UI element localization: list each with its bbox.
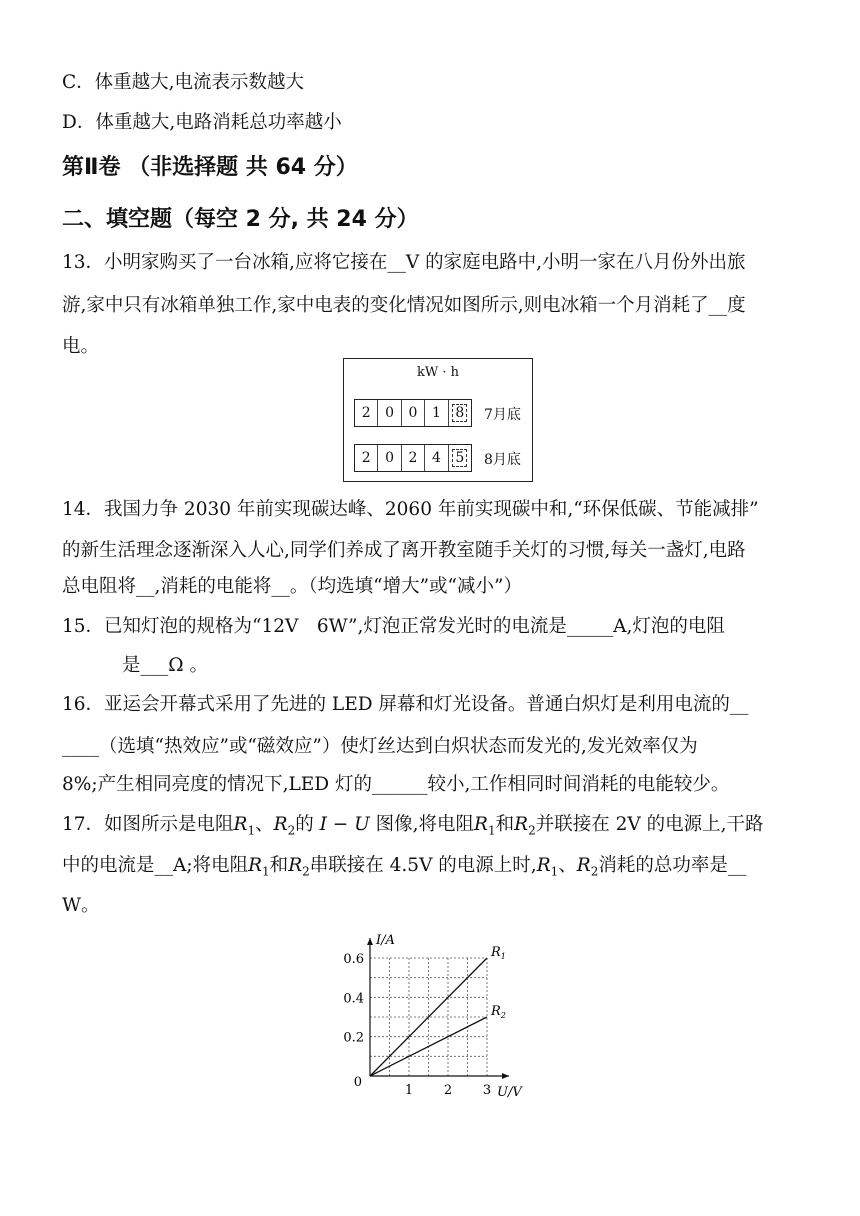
var-r: R <box>233 814 248 835</box>
var-r: R <box>576 855 591 876</box>
iu-graph <box>330 920 540 1105</box>
q17-text: 消耗的总功率是__ <box>598 855 747 876</box>
q17-text: 和 <box>269 855 289 876</box>
series-label-r2: $R_2$ <box>491 1004 506 1020</box>
var-r: R <box>474 814 488 835</box>
meter-digit: 2 <box>355 445 378 471</box>
sub-2: 2 <box>287 823 296 838</box>
q17-line1 <box>62 812 764 844</box>
q16-line1: 16．亚运会开幕式采用了先进的 LED 屏幕和灯光设备。普通白炽灯是利用电流的__ <box>62 694 749 715</box>
q17-text: 中的电流是__A;将电阻 <box>62 855 249 876</box>
q13-line3: 电。 <box>62 336 100 357</box>
q16-line2: ____（选填“热效应”或“磁效应”）使灯丝达到白炽状态而发光的,发光效率仅为 <box>62 736 698 757</box>
meter-label-august: 8月底 <box>484 452 521 468</box>
meter-digit: 0 <box>378 400 401 426</box>
var-r: R <box>536 855 551 876</box>
origin-label: 0 <box>353 1075 362 1090</box>
sub-2: 2 <box>302 864 310 879</box>
meter-row-july <box>354 399 472 427</box>
var-r: R <box>514 814 529 835</box>
q17-text: 、 <box>558 855 577 876</box>
y-axis-label: I/A <box>376 933 395 948</box>
q14-line3: 总电阻将__,消耗的电能将__。（均选填“增大”或“减小”） <box>62 576 522 597</box>
x-tick-label: 3 <box>482 1083 492 1098</box>
meter-decimal-digit: 5 <box>452 449 467 467</box>
meter-digit: 0 <box>378 445 401 471</box>
sub-2: 2 <box>528 823 536 838</box>
y-tick-label: 0.2 <box>343 1030 364 1046</box>
q17-line3: W。 <box>62 895 100 916</box>
q17-text: 17．如图所示是电阻 <box>62 814 234 835</box>
q14-line1: 14．我国力争 2030 年前实现碳达峰、2060 年前实现碳中和,“环保低碳、节能减排” <box>62 499 759 520</box>
x-tick-label: 1 <box>404 1083 414 1098</box>
q17-text: 串联接在 4.5V 的电源上时, <box>309 855 537 876</box>
meter-unit: kW · h <box>416 365 459 380</box>
x-axis-arrow <box>502 1073 509 1079</box>
var-r: R <box>288 855 303 876</box>
x-tick-label: 2 <box>443 1083 453 1098</box>
q13-line1: 13．小明家购买了一台冰箱,应将它接在__V 的家庭电路中,小明一家在八月份外出旅 <box>62 252 746 273</box>
q15-line2: 是___Ω 。 <box>122 655 208 676</box>
series-label-r1: $R_1$ <box>491 945 506 961</box>
meter-digit: 4 <box>425 445 448 471</box>
q17-text: 图像,将电阻 <box>369 814 475 835</box>
var-r: R <box>248 855 263 876</box>
sub-2: 2 <box>590 864 599 879</box>
meter-digit: 0 <box>402 400 425 426</box>
sub-1: 1 <box>487 823 496 838</box>
meter-digit: 1 <box>425 400 448 426</box>
sub-1: 1 <box>262 864 270 879</box>
sub-1: 1 <box>247 823 256 838</box>
meter-row-august <box>354 444 472 472</box>
electric-meter-figure <box>343 358 533 482</box>
section-heading-fill-blank: 二、填空题（每空 2 分, 共 24 分） <box>62 207 419 232</box>
meter-decimal-digit: 8 <box>452 404 467 422</box>
x-axis-label: U/V <box>497 1085 522 1100</box>
q17-text: 并联接在 2V 的电源上,干路 <box>535 814 764 835</box>
y-tick-label: 0.4 <box>343 991 364 1007</box>
section-heading-part2: 第Ⅱ卷 （非选择题 共 64 分） <box>62 155 358 180</box>
q17-text: 和 <box>495 814 515 835</box>
q14-line2: 的新生活理念逐渐深入人心,同学们养成了离开教室随手关灯的习惯,每关一盏灯,电路 <box>62 540 746 561</box>
meter-digit: 2 <box>402 445 425 471</box>
q17-line2 <box>62 853 746 885</box>
q17-text: 的 <box>295 814 320 835</box>
q15-line1: 15．已知灯泡的规格为“12V 6W”,灯泡正常发光时的电流是_____A,灯泡的电阻 <box>62 616 725 637</box>
q13-line2: 游,家中只有冰箱单独工作,家中电表的变化情况如图所示,则电冰箱一个月消耗了__度 <box>62 295 746 316</box>
q17-text: 、 <box>255 814 274 835</box>
var-iu: I − U <box>319 814 370 835</box>
sub-1: 1 <box>550 864 559 879</box>
var-r: R <box>273 814 288 835</box>
option-c: C．体重越大,电流表示数越大 <box>62 72 305 93</box>
y-axis-arrow <box>367 938 373 945</box>
meter-label-july: 7月底 <box>484 407 521 423</box>
option-d: D．体重越大,电路消耗总功率越小 <box>62 112 342 133</box>
q16-line3: 8%;产生相同亮度的情况下,LED 灯的______较小,工作相同时间消耗的电能较少。 <box>62 774 730 795</box>
y-tick-label: 0.6 <box>343 952 364 967</box>
meter-digit: 2 <box>355 400 378 426</box>
